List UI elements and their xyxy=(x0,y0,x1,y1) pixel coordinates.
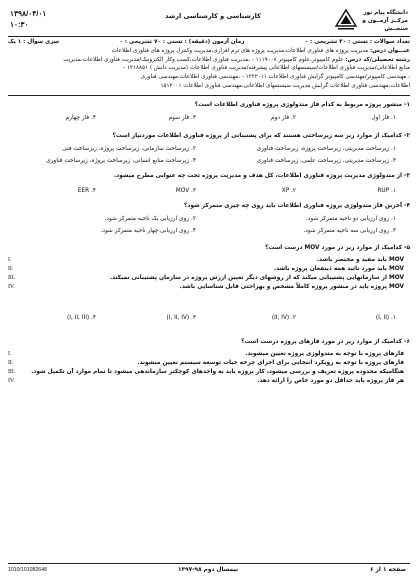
divider xyxy=(8,563,410,564)
question-3 xyxy=(8,172,410,196)
statement-text: MOV پروژه باید در منشور پروژه کاملاً مشخص و بهراحتی قابل شناسایی باشد. xyxy=(179,284,404,290)
exam-duration: زمان آزمون (دقیقه) : تستی : ۷۰ تشریحی : ۰ xyxy=(119,39,245,45)
statement-item xyxy=(8,377,404,386)
exam-code: 1010/101082648 xyxy=(8,567,47,573)
field-line: منابع اطلاعاتی/مدیریت فناوری اطلاعات/سیستمهای اطلاعاتی پیشرفته/مدیریت فناوری اطلاعات (مدیریت دانش ) ۱۲۱۸۸۵۱ - xyxy=(123,65,410,72)
option[interactable]: ۴. فاز چهارم xyxy=(65,115,96,121)
option[interactable]: ۳. (I, II, IV) xyxy=(166,315,196,321)
exam-info xyxy=(8,38,410,91)
exam-time: ۱۰:۳۰ xyxy=(10,20,29,29)
statement-item xyxy=(8,350,404,359)
option[interactable]: ۴. زیرساخت منابع انسانی، زیرساخت پروژه، زیرساخت فناوری xyxy=(46,158,196,164)
statement-numeral: II. xyxy=(8,360,14,366)
option[interactable]: ۳. MOV xyxy=(175,188,196,194)
field-line: ، مهندسی کامپیوتر/مهندسی کامپیوتر گرایش فناوری اطلاعات ۱۳۲۲۰۱۱ - ،مهندسی فناوری اطلاعات،مهندسی فناوری xyxy=(140,74,410,81)
divider xyxy=(8,36,410,37)
statement-numeral: III. xyxy=(8,275,16,281)
university-name: دانشگاه پیام نور xyxy=(363,10,408,16)
statement-item xyxy=(8,283,404,292)
field-line: علوم کامپیوتر،علوم کامپیوتر ۱۱۱۹۰۰۸ - ،مدیریت فناوری اطلاعات،کسب وکار الکترونیک/مدیریت فناوری اطلاعات،مدیریت xyxy=(63,56,344,63)
option[interactable]: ۲. XP xyxy=(281,188,296,194)
exam-header xyxy=(8,6,410,36)
question-2 xyxy=(8,132,410,166)
option[interactable]: ۳. روی ارزیابی سه ناحیه متمرکز شود. xyxy=(303,228,396,234)
question-4 xyxy=(8,202,410,236)
statement-item xyxy=(8,265,404,274)
statement-numeral: I. xyxy=(8,351,12,357)
divider xyxy=(8,95,410,96)
question-text: ۴- آخرین فاز متدولوژی پروژه فناوری اطلاعات باید روی چه چیزی متمرکز شود؟ xyxy=(184,203,410,209)
statement-text: فازهای پروژه با توجه به متدولوژی پروژه تعیین میشوند. xyxy=(245,351,404,357)
option[interactable]: ۱. روی ارزیابی دو ناحیه متمرکز شود. xyxy=(305,216,396,222)
num-questions: تعداد سوالات : تستی : ۳۰ تشریحی : ۰ xyxy=(304,39,410,45)
question-text: ۱- منشور پروژه مربوط به کدام فاز متدولوژی پروژه فناوری اطلاعات است؟ xyxy=(194,102,410,108)
question-text: ۳- از متدولوژی مدیریت پروژه فناوری اطلاعات، کل هدف و مدیریت پروژه تحت چه عنوانی مطرح میشود. xyxy=(113,173,410,179)
university-name-block xyxy=(360,9,408,33)
option[interactable]: ۳. فاز سوم xyxy=(168,115,196,121)
option[interactable]: ۲. زیرساخت سازمانی، زیرساخت پروژه، زیرساخت فنی xyxy=(62,146,196,152)
statement-text: MOV از سازمانهایی پشتیبانی میکند که از روشهای دیگر تعیین ارزش پروژه در سازمان پشتیبانی نمیکند. xyxy=(109,275,404,281)
term-label: نیمسال دوم ۹۸-۱۳۹۷ xyxy=(177,567,239,573)
course-name: مدیریت پروژه های فناوری اطلاعات،مدیریت پروژه های نرم افزاری،مدیریت وکنترل پروژه های فناوری اطلاعات xyxy=(111,47,369,54)
statement-text: MOV باید مفید و مختصر باشد. xyxy=(316,257,404,263)
field-line: اطلاعات،مهندسی فناوری اطلاعات گرایش مدیریت سیستمهای اطلاعاتی،مهندسی فناوری اطلاعات ۱۵۱۲۰۰۱ xyxy=(160,82,410,89)
option[interactable]: ۴. (I, II, III) xyxy=(67,315,96,321)
statement-numeral: IV. xyxy=(8,378,15,384)
statement-item xyxy=(8,359,404,368)
option[interactable]: ۴. EER xyxy=(77,188,96,194)
statement-numeral: IV. xyxy=(8,284,15,290)
series-number: سری سوال : ۱ یک xyxy=(8,39,60,45)
date-time xyxy=(10,8,46,30)
option[interactable]: ۲. روی ارزیابی یک ناحیه متمرکز شود. xyxy=(104,216,196,222)
statement-text: MOV باید مورد تائید همه ذینفعان پروژه باشد. xyxy=(273,266,404,272)
statement-item xyxy=(8,274,404,283)
statement-text: فازهای پروژه با توجه به رویکرد انتخابی برای اجرای چرخه حیات توسعه سیستم تعیین میشوند. xyxy=(137,360,404,366)
question-text: ۶- کدامیک از موارد زیر در مورد فازهای پروژه درست است؟ xyxy=(241,339,410,345)
statement-text: هر فاز پروژه باید حداقل دو مورد خاص را ارائه دهد. xyxy=(257,378,404,384)
option[interactable]: ۱. RUP xyxy=(377,188,396,194)
option[interactable]: ۱. زیرساخت مدیریتی، زیرساخت پروژه، زیرساخت فناوری xyxy=(256,146,396,152)
field-label: رشته تحصیلی/کد درس: xyxy=(345,56,410,63)
question-text: ۲- کدامیک از موارد زیر سه زیرساختی هستند که برای پشتیبانی از پروژه فناوری اطلاعات موردنیاز است؟ xyxy=(112,133,410,139)
exam-date: ۱۳۹۸/۰۴/۰۱ xyxy=(10,9,47,18)
question-text: ۵- کدامیک از موارد زیر در مورد MOV درست است؟ xyxy=(265,245,410,251)
page-number: صفحه ۱ از ۶ xyxy=(370,567,406,573)
question-5 xyxy=(8,244,410,323)
option[interactable]: ۱. (I, II) xyxy=(375,315,396,321)
option[interactable]: ۲. فاز دوم xyxy=(271,115,296,121)
statement-text: هنگامیکه محدوده پروژه تعریف و بررسی میشود، کار پروژه باید به واحدهای کوچکتر سازماندهی میشود تا تمام موارد آن تکمیل شود. xyxy=(31,369,404,375)
option[interactable]: ۲. (II, IV) xyxy=(271,315,296,321)
course-level: کارشناسی و کارشناسی ارشد xyxy=(165,12,261,20)
option[interactable]: ۳. زیرساخت مدیریتی، زیرساخت علمی، زیرساخت فناوری xyxy=(256,158,396,164)
page-footer xyxy=(8,565,410,577)
statement-item xyxy=(8,256,404,265)
statement-numeral: III. xyxy=(8,369,16,375)
statement-numeral: I. xyxy=(8,257,12,263)
university-subtitle: مرکــز آزمــون و سنجــش xyxy=(362,18,408,32)
course-label: عنـــوان درس: xyxy=(369,47,410,54)
question-6 xyxy=(8,338,410,386)
university-logo-icon xyxy=(334,8,358,32)
question-1 xyxy=(8,101,410,123)
statement-numeral: II. xyxy=(8,266,14,272)
option[interactable]: ۴. روی ارزیابی چهار ناحیه متمرکز شود. xyxy=(100,228,196,234)
statement-item xyxy=(8,368,404,377)
option[interactable]: ۱. فاز اول xyxy=(371,115,396,121)
